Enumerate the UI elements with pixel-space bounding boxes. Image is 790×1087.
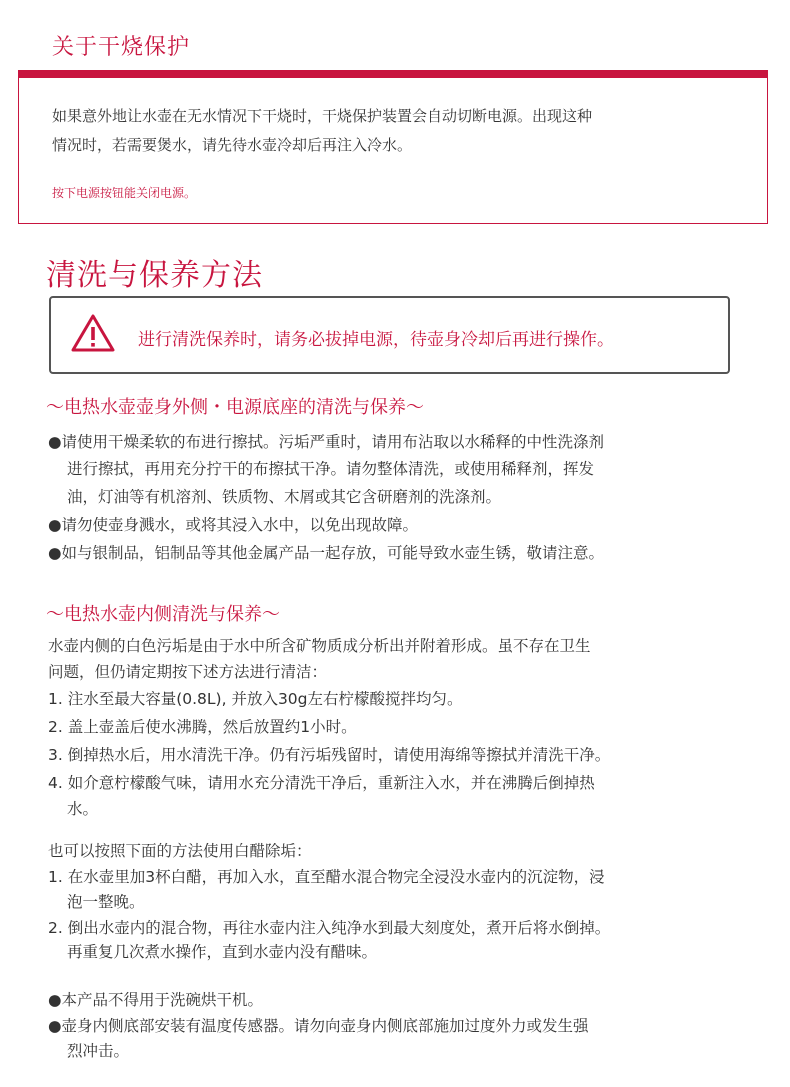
interior-line: 4. 如介意柠檬酸气味，请用水充分清洗干净后，重新注入水，并在沸腾后倒掉热	[48, 774, 595, 792]
exterior-line: ●如与银制品，铝制品等其他金属产品一起存放，可能导致水壶生锈，敬请注意。	[48, 544, 605, 562]
exterior-line: ●请使用干燥柔软的布进行擦拭。污垢严重时，请用布沾取以水稀释的中性洗涤剂	[48, 433, 605, 451]
vinegar-line: 泡一整晚。	[67, 893, 145, 911]
interior-line: 问题，但仍请定期按下述方法进行清洁：	[48, 663, 328, 681]
warning-text: 进行清洗保养时，请务必拔掉电源，待壶身冷却后再进行操作。	[138, 330, 614, 350]
interior-line: 水。	[67, 800, 99, 818]
vinegar-line: 再重复几次煮水操作，直到水壶内没有醋味。	[67, 943, 378, 961]
warning-triangle-icon	[70, 313, 116, 353]
interior-line: 2. 盖上壶盖后使水沸腾，然后放置约1小时。	[48, 718, 357, 736]
vinegar-line: 2. 倒出水壶内的混合物，再往水壶内注入纯净水到最大刻度处，煮开后将水倒掉。	[48, 919, 611, 937]
dry-burn-header-bar	[18, 70, 768, 78]
final-line: ●壶身内侧底部安装有温度传感器。请勿向壶身内侧底部施加过度外力或发生强	[48, 1017, 589, 1035]
vinegar-line: 也可以按照下面的方法使用白醋除垢：	[48, 842, 312, 860]
exterior-line: 油，灯油等有机溶剂、铁质物、木屑或其它含研磨剂的洗涤剂。	[67, 488, 502, 506]
dry-burn-title: 关于干烧保护	[52, 35, 191, 60]
interior-line: 水壶内侧的白色污垢是由于水中所含矿物质成分析出并附着形成。虽不存在卫生	[48, 637, 591, 655]
final-line: 烈冲击。	[67, 1042, 130, 1060]
vinegar-line: 1. 在水壶里加3杯白醋，再加入水，直至醋水混合物完全浸没水壶内的沉淀物，浸	[48, 868, 605, 886]
exterior-line: ●请勿使壶身溅水，或将其浸入水中，以免出现故障。	[48, 516, 419, 534]
interior-line: 1. 注水至最大容量(0.8L), 并放入30g左右柠檬酸搅拌均匀。	[48, 690, 463, 708]
exterior-heading: ～电热水壶壶身外侧・电源底座的清洗与保养～	[46, 397, 424, 418]
interior-line: 3. 倒掉热水后，用水清洗干净。仍有污垢残留时，请使用海绵等擦拭并清洗干净。	[48, 746, 611, 764]
final-line: ●本产品不得用于洗碗烘干机。	[48, 991, 264, 1009]
dry-burn-note: 按下电源按钮能关闭电源。	[52, 186, 197, 200]
dry-burn-text-line2: 情况时，若需要煲水，请先待水壶冷却后再注入冷水。	[52, 136, 413, 154]
dry-burn-text-line1: 如果意外地让水壶在无水情况下干烧时，干烧保护装置会自动切断电源。出现这种	[52, 107, 593, 125]
exterior-line: 进行擦拭，再用充分拧干的布擦拭干净。请勿整体清洗，或使用稀释剂，挥发	[67, 460, 595, 478]
interior-heading: ～电热水壶内侧清洗与保养～	[46, 604, 280, 625]
cleaning-title: 清洗与保养方法	[46, 258, 263, 293]
